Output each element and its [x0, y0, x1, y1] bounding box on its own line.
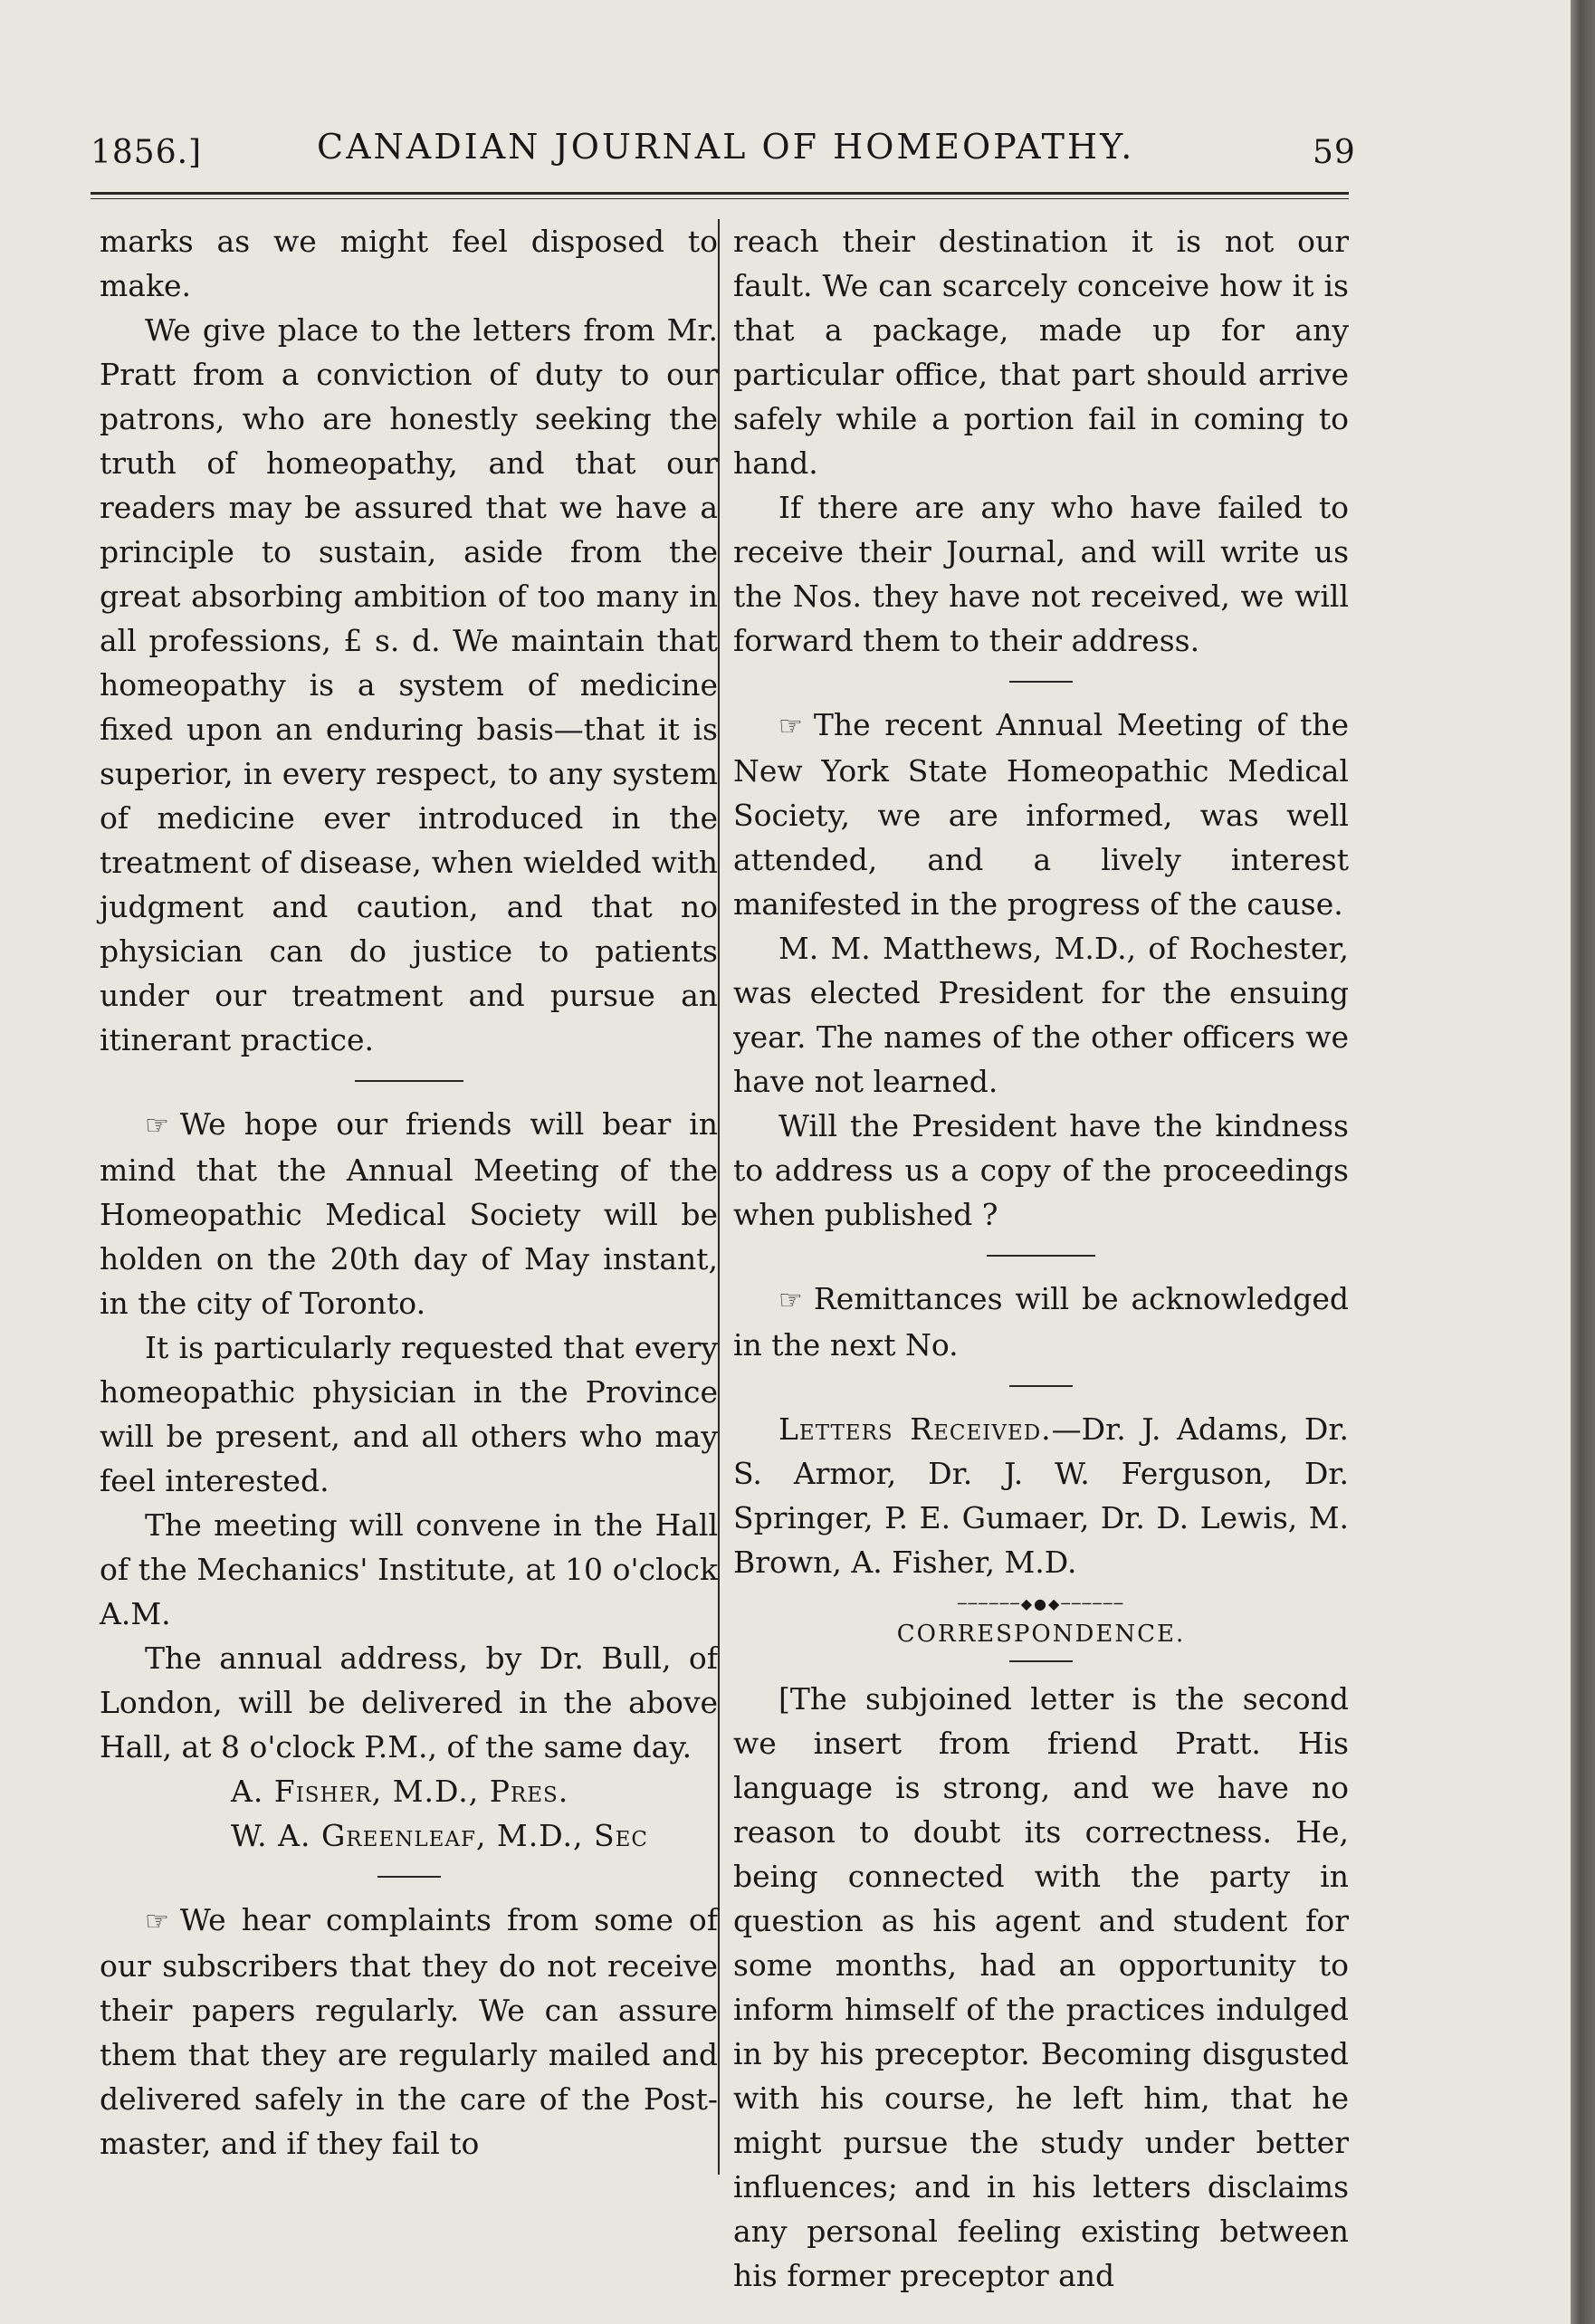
paragraph: [The subjoined letter is the second we insert from friend Pratt. His language is strong, and we have no reason to doubt its correctness. He, being connected with the party in question as his agent and student for some months, had an opportunity to inform himself of the practices indulged in by his preceptor. Becoming disgusted with his course, he left him, that he might pursue the study under better influences; and in his letters disclaims any personal feeling existing between his former preceptor and — [733, 1681, 1349, 2293]
notice-text: We hear complaints from some of our subscribers that they do not receive their papers regularly. We can assure them that they are regularly mailed and delivered safely in the care of the Post-master, and if they fail to — [100, 1902, 718, 2161]
notice-remittances — [733, 1277, 1349, 1367]
header-rule — [91, 192, 1349, 195]
paragraph: It is particularly requested that every homeopathic physician in the Province will be present, and all others who may feel interested. — [100, 1330, 718, 1498]
pointing-hand-icon: ☞ — [145, 1110, 169, 1142]
header-title: CANADIAN JOURNAL OF HOMEOPATHY. — [317, 127, 1135, 167]
notice-text: The recent Annual Meeting of the New York State Homeopathic Medical Society, we are informed, was well attended, and a lively interest manifested in the progress of the cause. — [733, 707, 1349, 922]
paragraph: We give place to the letters from Mr. Pratt from a conviction of duty to our patrons, who are honestly seeking the truth of homeopathy, and that our readers may be assured that we have a principle to sustain, aside from the great absorbing ambition of too many in all professions, £ s. d. We maintain that homeopathy is a system of medicine fixed upon an enduring basis—that it is superior, in every respect, to any system of medicine ever introduced in the treatment of disease, when wielded with judgment and caution, and that no physician can do justice to patients under our treatment and pursue an itinerant practice. — [100, 312, 718, 1057]
notice-ny-meeting — [733, 703, 1349, 926]
right-column — [733, 219, 1349, 2298]
paragraph: If there are any who have failed to receive their Journal, and will write us the Nos. they have not received, we will forward them to their address. — [733, 490, 1349, 658]
left-column — [100, 219, 718, 2166]
paragraph: The meeting will convene in the Hall of the Mechanics' Institute, at 10 o'clock A.M. — [100, 1507, 718, 1631]
heading-rule — [1009, 1660, 1073, 1662]
header-rule-thin — [91, 198, 1349, 199]
notice-annual-meeting — [100, 1102, 718, 1325]
paragraph: reach their destination it is not our fault. We can scarcely conceive how it is that a package, made up for any particular office, that part should arrive safely while a portion fail in coming to hand. — [733, 224, 1349, 481]
notice-text: Remittances will be acknowledged in the next No. — [733, 1281, 1349, 1363]
book-spine-edge — [1571, 0, 1595, 2324]
section-rule — [355, 1080, 463, 1082]
pointing-hand-icon: ☞ — [778, 711, 803, 742]
paragraph: marks as we might feel disposed to make. — [100, 224, 718, 303]
section-rule — [377, 1876, 441, 1878]
header-year: 1856.] — [91, 134, 203, 171]
pointing-hand-icon: ☞ — [145, 1906, 169, 1937]
pointing-hand-icon: ☞ — [778, 1285, 803, 1316]
paragraph: M. M. Matthews, M.D., of Rochester, was elected President for the ensuing year. The names of the other officers we have not learned. — [733, 931, 1349, 1099]
signature-secretary: W. A. Greenleaf, M.D., Sec — [231, 1818, 648, 1853]
letters-received — [733, 1407, 1349, 1584]
section-rule — [987, 1255, 1095, 1257]
letters-received-label: Letters Received. — [778, 1411, 1052, 1447]
paragraph: The annual address, by Dr. Bull, of London, will be delivered in the above Hall, at 8 o'clock P.M., of the same day. — [100, 1640, 718, 1765]
page-number: 59 — [1313, 134, 1356, 171]
running-header — [91, 127, 1358, 181]
signature-president: A. Fisher, M.D., Pres. — [231, 1774, 569, 1809]
ornament-divider: ──────◆●◆────── — [957, 1595, 1125, 1612]
section-heading: CORRESPONDENCE. — [896, 1621, 1186, 1648]
notice-complaints — [100, 1898, 718, 2166]
notice-text: We hope our friends will bear in mind that the Annual Meeting of the Homeopathic Medical Society will be holden on the 20th day of May instant, in the city of Toronto. — [100, 1106, 718, 1321]
letters-received-text: —Dr. J. Adams, Dr. S. Armor, Dr. J. W. Ferguson, Dr. Springer, P. E. Gumaer, Dr. D. Lewis, M. Brown, A. Fisher, M.D. — [733, 1411, 1350, 1580]
section-rule — [1009, 1385, 1073, 1387]
paragraph: Will the President have the kindness to address us a copy of the proceedings when published ? — [733, 1108, 1349, 1232]
column-divider — [718, 219, 720, 2175]
section-rule — [1009, 681, 1073, 683]
